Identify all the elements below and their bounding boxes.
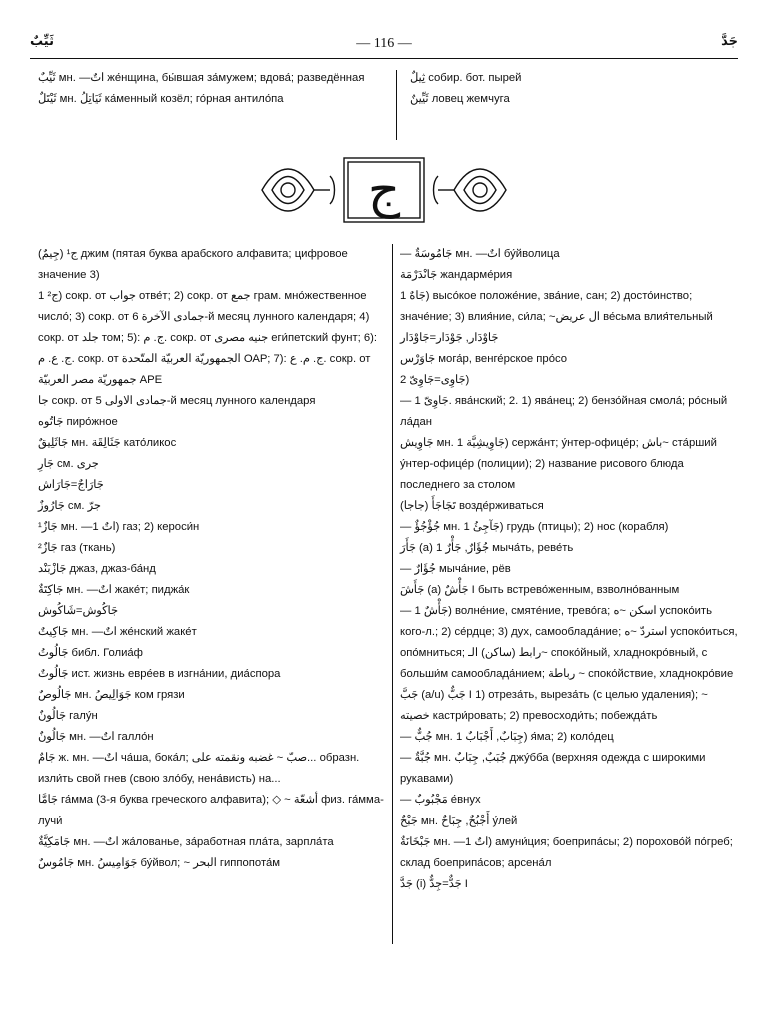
entry: ج² 1) сокр. от جواب отве́т; 2) сокр. от جمع грам. мно́жественное число́; 3) сокр. от جمادى الآخرة 6-й месяц лунного календаря; 4) сокр. от جلد том; 5): ج. م. сокр. от جنيه مصرى еги́петский фунт; 6): ج. ع. م. сокр. от الجمهوريّة العربيّة المتّحدة ОАР; 7): ج. م. ع. сокр. от جمهوريّة مصر العربيّة АРЕ bbox=[38, 290, 378, 386]
entry: — جَأْشٌ 1) волне́ние, смяте́ние, трево́га; اسكن ~ه успоко́ить кого-л.; 2) се́рдце; 3) дух, самооблада́ние; استردّ ~ه успоко́иться, опо́мниться; رابط (ساكن) الـ~ споко́йный, хладнокро́вный, с больши́м самооблада́нием; رباطة ~ споко́йствие, хладнокро́вие bbox=[400, 605, 738, 680]
entry: تَجَاجَأَ (جاجا) возде́рживаться bbox=[400, 500, 544, 512]
entry: ثَيِّبٌ мн. —اتٌ же́нщина, бы́вшая за́мужем; вдова́; разведённая bbox=[38, 72, 365, 84]
entry: جَامَكِيَّةٌ мн. —اتٌ жа́лованье, за́работная пла́та, зарпла́та bbox=[38, 836, 334, 848]
entry: جَاتُوه пиро́жное bbox=[38, 416, 118, 428]
entry: جَارِ см. جرى bbox=[38, 458, 99, 470]
header-rule bbox=[30, 58, 738, 59]
entry: جَازٌ² газ (ткань) bbox=[38, 542, 116, 554]
entry: جَأَرَ (a) جُؤَارٌ, جَأْرٌ 1 мыча́ть, реве́ть bbox=[400, 542, 574, 554]
entry: جَالُوصٌ мн. جَوَالِيصُ ком грязи bbox=[38, 689, 185, 701]
entry: جَاوْدَار, جَوْدَار=جَاوْدَار bbox=[400, 332, 499, 344]
entry: جَاوِيش мн. جَاوِيشِيَّة 1) сержа́нт; у́нтер-офице́р; باش~ ста́рший у́нтер-офице́р (полиции); 2) название рисового блюда последнего за столом bbox=[400, 437, 717, 491]
entry: جَبْخَانَةٌ мн. —اتٌ 1) амуни́ция; боеприпа́сы; 2) порохово́й по́греб; склад боеприпа́сов; арсена́л bbox=[400, 836, 733, 869]
entry: جَاكِتَةٌ мн. —اتٌ жаке́т; пиджа́к bbox=[38, 584, 190, 596]
entry: — جَامُوسَةٌ мн. —اتٌ бу́йволица bbox=[400, 248, 560, 260]
column-divider-top bbox=[396, 70, 397, 140]
entry: — جُؤْجُؤٌ мн. جَآجِئُ 1) грудь (птицы); 2) нос (корабля) bbox=[400, 521, 669, 533]
right-column-entries bbox=[400, 244, 740, 895]
entry: جَاوَرْس мога́р, венге́рское про́со bbox=[400, 353, 568, 365]
section-ornament bbox=[258, 152, 510, 228]
entry: جَازٌ¹ мн. —اتٌ 1) газ; 2) кероси́н bbox=[38, 521, 200, 533]
entry: ثَيِّينٌ ловец жемчуга bbox=[410, 93, 510, 105]
entry: جَاكُوش=شَاكُوش bbox=[38, 605, 118, 617]
entry: — جُبَّةٌ мн. جُبَبٌ, جِبَابٌ джу́бба (верхняя одежда с широкими рукавами) bbox=[400, 752, 706, 785]
entry: جَبَّ (a/u) جَبٌّ I 1) отреза́ть, выреза́ть (с целью удаления); ~ خصيته кастри́ровать; 2) превосходи́ть; побежда́ть bbox=[400, 689, 708, 722]
entry: جَبْحٌ мн. أَجْبُحٌ, جِبَاحٌ у́лей bbox=[400, 815, 518, 827]
entry: جَامُوسٌ мн. جَوَامِيسُ бу́йвол; ~ البحر гиппопота́м bbox=[38, 857, 281, 869]
entry: جَانْدَرْمَة жандарме́рия bbox=[400, 269, 513, 281]
entry: جَدَّ (i) جَدٌّ=جِدٌّ I bbox=[400, 878, 468, 890]
top-right-entries bbox=[410, 68, 740, 110]
entry: جَاثَلِيقٌ мн. جَثَالِقَة като́ликос bbox=[38, 437, 177, 449]
entry: جَالُونٌ галу́н bbox=[38, 710, 98, 722]
entry: جَاوِى=جَاوِىّ 2) bbox=[400, 374, 470, 386]
entry: — جَاوِىّ 1. ява́нский; 2. 1) ява́нец; 2) бензо́йная смола́; ро́сный ла́дан bbox=[400, 395, 728, 428]
entry: جَامَّا га́мма (3-я буква греческого алфавита); ◇ ~ أشعّة физ. га́мма-лучи́ bbox=[38, 794, 384, 827]
entry: — جُؤَارٌ мыча́ние, рёв bbox=[400, 563, 511, 575]
entry: جا сокр. от جمادى الاولى 5-й месяц лунного календаря bbox=[38, 395, 316, 407]
entry: جَارَاجٌ=جَارَاش bbox=[38, 479, 104, 491]
header-guide-word-right: جَدَّ bbox=[721, 34, 738, 49]
page-header bbox=[30, 30, 738, 58]
column-divider-main bbox=[392, 244, 393, 944]
entry: — جُبٌّ мн. جِبَابٌ, أَجْبَابٌ 1) я́ма; 2) коло́дец bbox=[400, 731, 614, 743]
entry: ثِيلٌ собир. бот. пырей bbox=[410, 72, 522, 84]
entry: جَازْبَنْد джаз, джаз-ба́нд bbox=[38, 563, 156, 575]
entry: جَامٌ ж. мн. —اتٌ ча́ша, бока́л; صبّ ~ غضبه ونقمته على... образн. изли́ть свой гнев (свою зло́бу, нена́висть) на... bbox=[38, 752, 360, 785]
top-left-entries bbox=[38, 68, 383, 110]
entry: جَالُوتٌ ист. жизнь евре́ев в изгна́нии, диа́спора bbox=[38, 668, 281, 680]
entry: — مَجْبُوبٌ е́внух bbox=[400, 794, 481, 806]
section-letter: ج bbox=[367, 161, 401, 219]
entry: جَأَشَ (a) جَأْشٌ I быть встрево́женным, взволно́ванным bbox=[400, 584, 680, 596]
entry: جَاكِيتٌ мн. —اتٌ же́нский жаке́т bbox=[38, 626, 197, 638]
left-column-entries bbox=[38, 244, 386, 874]
page-number: — 116 — bbox=[356, 36, 412, 51]
entry: جَالُوتُ библ. Голиа́ф bbox=[38, 647, 143, 659]
entry: جَارُوزٌ см. جرّ bbox=[38, 500, 101, 512]
entry: جَالُونٌ мн. —اتٌ галло́н bbox=[38, 731, 154, 743]
entry: (جِيمٌ) ج¹ джим (пятая буква арабского алфавита; цифровое значение 3) bbox=[38, 248, 348, 281]
entry: جَاهٌ 1) высо́кое положе́ние, зва́ние, сан; 2) досто́инство; значе́ние; 3) влия́ние, си́ла; ~ال عريض ве́сьма влия́тельный bbox=[400, 290, 713, 323]
entry: ثَيْتَلٌ мн. ثَيَاتِلُ ка́менный козёл; го́рная антило́па bbox=[38, 93, 284, 105]
header-guide-word-left: ثَيِّبٌ bbox=[30, 34, 54, 49]
